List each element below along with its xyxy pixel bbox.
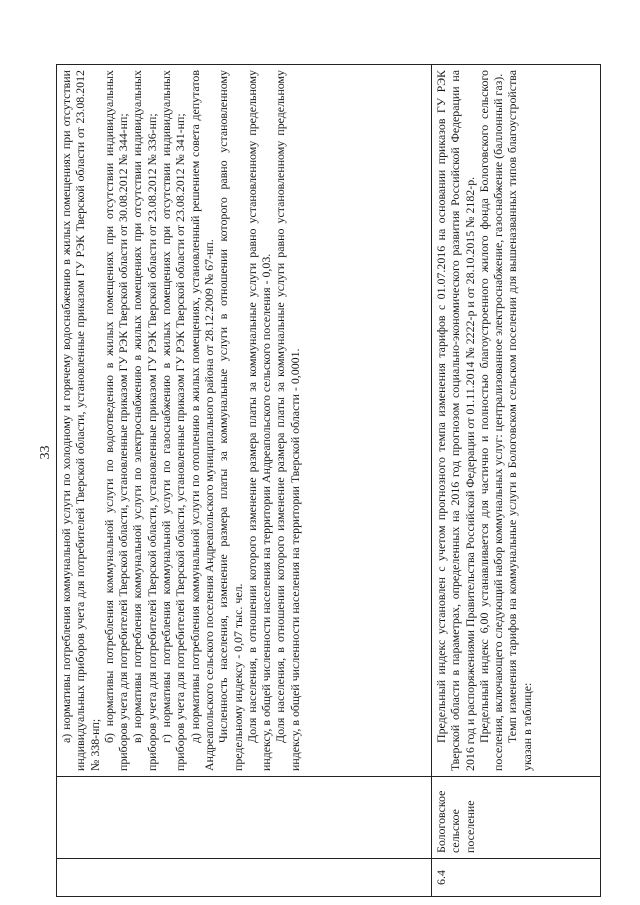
description-cell — [432, 65, 601, 777]
settlement-name-cell: Бологовское сельское поселение — [432, 777, 601, 859]
paragraph: г) нормативы потребления коммунальной услуги по газоснабжению в жилых помещениях при отсутствии индивидуальных приборов учета для потребителей Тверской области, установленные приказом ГУ РЭК Тверской области от 23.08.2012 № 341-нп; — [159, 70, 188, 771]
description-cell — [57, 65, 432, 777]
paragraph: Доля населения, в отношении которого изменение размера платы за коммунальные услуги равно установленному предельному индексу, в общей численности населения на территории Тверской области - 0,0001. — [273, 70, 302, 771]
settlement-name-cell — [57, 777, 432, 859]
table-row — [57, 65, 432, 897]
table-row — [432, 65, 601, 897]
row-number-cell — [57, 859, 432, 897]
paragraph: Численность населения, изменение размера платы за коммунальные услуги в отношении которого равно установленному предельному индексу - 0,07 тыс. чел. — [216, 70, 245, 771]
paragraph: д) нормативы потребления коммунальной услуги по отоплению в жилых помещениях, установленный решением совета депутатов Андреапольского сельского поселения Андреапольского муниципального района от 28.12.2009 № 67-нп. — [187, 70, 216, 771]
paragraph: Предельный индекс установлен с учетом прогнозного темпа изменения тарифов с 01.07.2016 на основании приказов ГУ РЭК Тверской области в параметрах, определенных на 2016 год прогнозом социально-экономического развития Российской Федерации на 2016 год и распоряжениями Правительства Российской Федерации от 01.11.2014 № 2222-р и от 28.10.2015 № 2182-р. — [434, 70, 477, 771]
paragraph: Предельный индекс 6,00 устанавливается для частично и полностью благоустроенного жилого фонда Бологовского сельского поселения, включающего следующий набор коммунальных услуг: централизованное электроснабжение, газоснабжение (баллонный газ). — [476, 70, 506, 771]
paragraph: Темп изменения тарифов на коммунальные услуги в Бологовском сельском поселении для вышеназванных типов благоустройства указан в таблице: — [505, 70, 534, 771]
paragraph: Доля населения, в отношении которого изменение размера платы за коммунальные услуги равно установленному предельному индексу, в общей численности населения на территории Андреапольского сельского поселения - 0,03. — [244, 70, 274, 771]
paragraph: в) нормативы потребления коммунальной услуги по электроснабжению в жилых помещениях при отсутствии индивидуальных приборов учета для потребителей Тверской области, установленные приказом ГУ РЭК Тверской области от 23.08.2012 № 336-нп; — [130, 70, 159, 771]
row-number-cell: 6.4 — [432, 859, 601, 897]
paragraph: а) нормативы потребления коммунальной услуги по холодному и горячему водоснабжению в жилых помещениях при отсутствии индивидуальных приборов учета для потребителей Тверской области, установленные приказом ГУ РЭК Тверской области от 23.08.2012 № 338-нп; — [59, 70, 102, 771]
page-number: 33 — [38, 445, 53, 460]
tariff-table — [56, 64, 601, 897]
paragraph: б) нормативы потребления коммунальной услуги по водоотведению в жилых помещениях при отсутствии индивидуальных приборов учета для потребителей Тверской области, установленные приказом ГУ РЭК Тверской области от 30.08.2012 № 344-нп; — [101, 70, 131, 771]
